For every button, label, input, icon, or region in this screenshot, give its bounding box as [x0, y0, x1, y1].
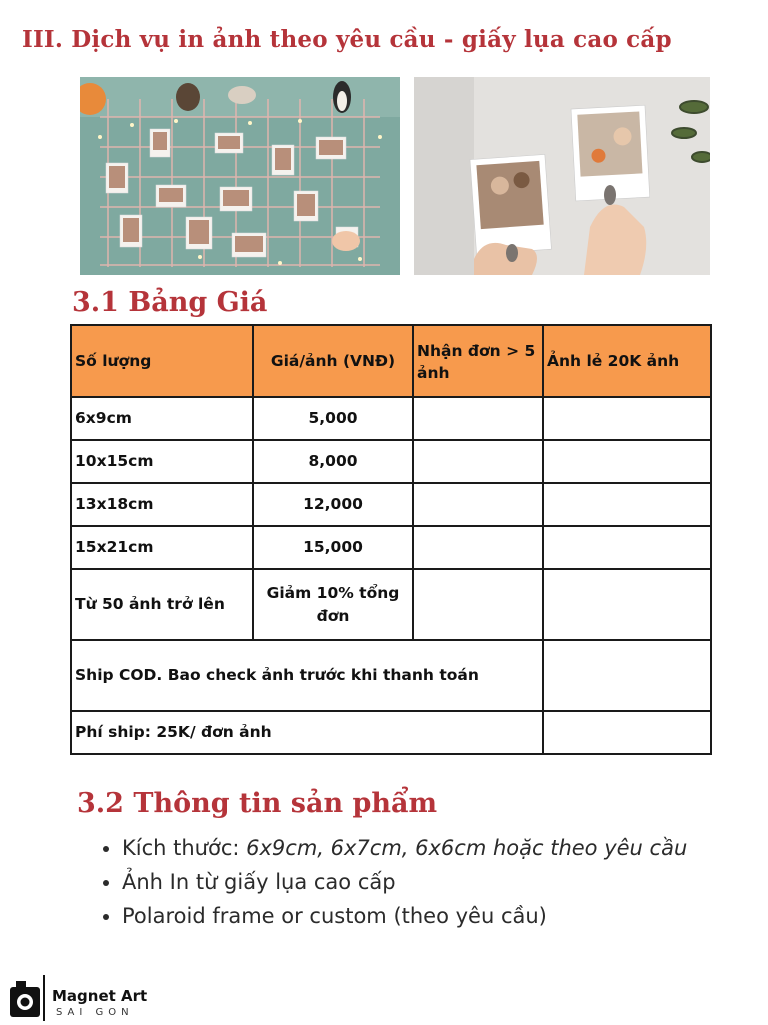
empty-cell: [543, 526, 711, 569]
item-detail: 6x9cm, 6x7cm, 6x6cm hoặc theo yêu cầu: [246, 836, 688, 860]
item-label: Ảnh In từ giấy lụa cao cấp: [122, 870, 396, 894]
column-header-price: Giá/ảnh (VNĐ): [253, 325, 413, 397]
brand-name: Magnet Art: [52, 987, 148, 1005]
size-cell: Từ 50 ảnh trở lên: [71, 569, 253, 640]
empty-cell: [543, 440, 711, 483]
price-cell: 5,000: [253, 397, 413, 440]
empty-cell: [543, 640, 711, 711]
brand-location: SAI GON: [56, 1007, 134, 1018]
size-cell: 15x21cm: [71, 526, 253, 569]
price-cell: Giảm 10% tổng đơn: [253, 569, 413, 640]
table-row: [71, 526, 711, 569]
camera-icon: [10, 975, 46, 1021]
empty-cell: [413, 483, 543, 526]
price-cell: 15,000: [253, 526, 413, 569]
table-row: [71, 483, 711, 526]
photo-wall-grid-image: [80, 77, 400, 275]
empty-cell: [413, 569, 543, 640]
table-row: [71, 711, 711, 754]
list-item: [122, 866, 762, 899]
column-header-min-order: Nhận đơn > 5 ảnh: [413, 325, 543, 397]
empty-cell: [543, 569, 711, 640]
size-cell: 10x15cm: [71, 440, 253, 483]
size-cell: 13x18cm: [71, 483, 253, 526]
info-section-heading: 3.2 Thông tin sản phẩm: [77, 788, 438, 819]
column-header-single-photo: Ảnh lẻ 20K ảnh: [543, 325, 711, 397]
price-cell: 8,000: [253, 440, 413, 483]
column-header-quantity: Số lượng: [71, 325, 253, 397]
ship-fee-cell: Phí ship: 25K/ đơn ảnh: [71, 711, 543, 754]
list-item: [122, 832, 762, 865]
empty-cell: [413, 440, 543, 483]
table-row: [71, 440, 711, 483]
item-label: Polaroid frame or custom (theo yêu cầu): [122, 904, 547, 928]
page-title: III. Dịch vụ in ảnh theo yêu cầu - giấy lụa cao cấp: [22, 26, 672, 53]
polaroid-hands-image: [414, 77, 710, 275]
table-header-row: [71, 325, 711, 397]
price-cell: 12,000: [253, 483, 413, 526]
table-row: [71, 640, 711, 711]
table-row: [71, 569, 711, 640]
product-info-list: [94, 832, 762, 934]
list-item: [122, 900, 762, 933]
price-section-heading: 3.1 Bảng Giá: [72, 287, 268, 318]
empty-cell: [543, 397, 711, 440]
empty-cell: [413, 526, 543, 569]
item-label: Kích thước:: [122, 836, 247, 860]
empty-cell: [543, 711, 711, 754]
empty-cell: [543, 483, 711, 526]
empty-cell: [413, 397, 543, 440]
ship-note-cell: Ship COD. Bao check ảnh trước khi thanh toán: [71, 640, 543, 711]
price-table: [70, 324, 712, 755]
brand-logo: [10, 975, 170, 1021]
table-row: [71, 397, 711, 440]
size-cell: 6x9cm: [71, 397, 253, 440]
